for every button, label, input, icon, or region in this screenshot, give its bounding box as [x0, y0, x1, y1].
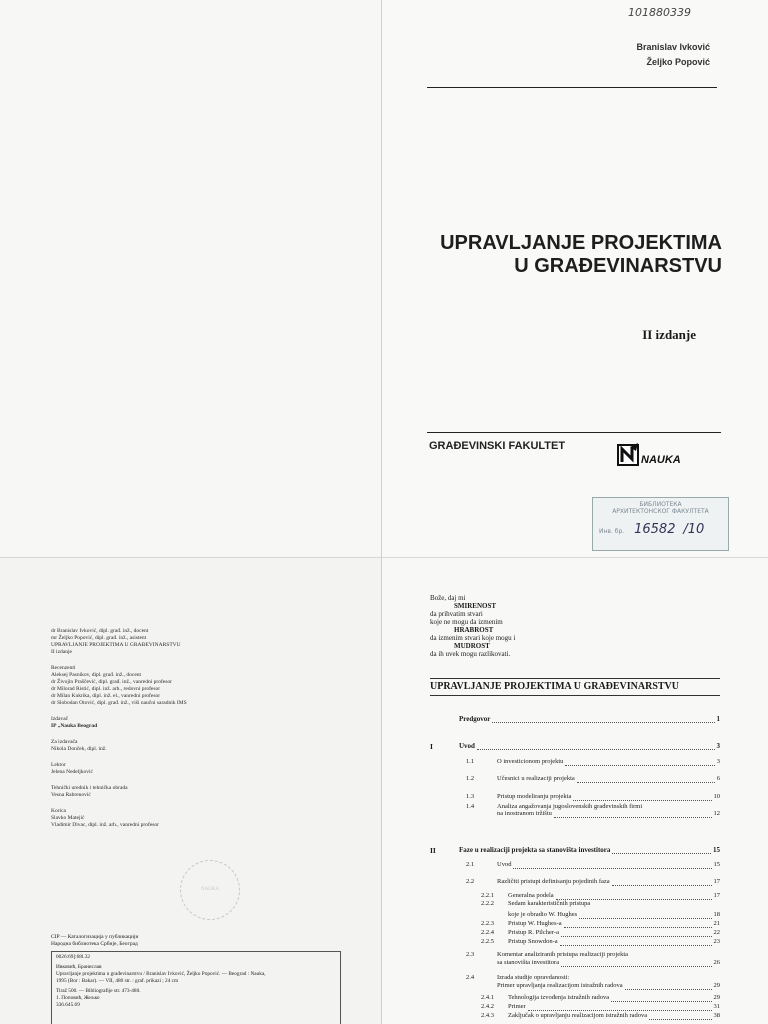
toc-leader-dots: [564, 921, 712, 928]
cip-line-2: Народна библиотека Србије, Београд: [51, 941, 138, 947]
toc-rule-bottom: [430, 695, 720, 696]
toc-number: 2.4.3: [481, 1012, 494, 1019]
title-line-2: U GRAĐEVINARSTVU: [514, 255, 722, 277]
toc-entry[interactable]: [497, 775, 720, 783]
toc-entry[interactable]: [508, 1012, 720, 1020]
toc-number: 2.3: [466, 951, 475, 958]
stamp-suffix: /10: [683, 522, 705, 537]
blank-page: [0, 0, 382, 558]
toc-entry[interactable]: [508, 920, 720, 928]
tech-editor-group: [51, 785, 351, 799]
page-fold-horizontal: [0, 557, 768, 558]
prayer-line: Bože, daj mi: [430, 594, 466, 602]
toc-page-number: 10: [713, 793, 720, 800]
toc-label: Pristup modeliranju projekta: [497, 793, 572, 800]
author-2: Željko Popović: [646, 57, 710, 67]
toc-number: 2.4.2: [481, 1003, 494, 1010]
toc-leader-dots: [611, 995, 711, 1002]
toc-entry[interactable]: [508, 1003, 720, 1011]
toc-leader-dots: [561, 960, 711, 967]
toc-leader-dots: [513, 862, 711, 869]
toc-page-number: 15: [713, 861, 720, 868]
credit-author-2: mr Željko Popović, dipl. građ. inž., asistent: [51, 635, 147, 641]
cip-author: Ивковић, Бранислав: [56, 964, 102, 970]
toc-leader-dots: [477, 743, 715, 750]
top-rule: [427, 87, 717, 88]
toc-number: 2.2.1: [481, 892, 494, 899]
cover-designer: Vladimir Divac, dipl. inž. arh., vanredni profesor: [51, 822, 159, 828]
toc-number: 2.4: [466, 974, 475, 981]
prayer-virtue: MUDROST: [454, 642, 490, 650]
toc-leader-dots: [579, 912, 711, 919]
lector-name: Jelena Nedeljković: [51, 769, 93, 775]
toc-number: 2.2.5: [481, 938, 494, 945]
toc-label: Primer upravljanja realizacijom istražnih radova: [497, 982, 623, 989]
credits-page: [0, 558, 382, 1024]
toc-label: na inostranom tržištu: [497, 810, 552, 817]
toc-number: 1.1: [466, 758, 475, 765]
toc-label: Izrada studije opravdanosti:: [497, 974, 570, 981]
toc-label: Tehnologija izvođenja istražnih radova: [508, 994, 610, 1001]
lector-label: Lektor: [51, 762, 66, 768]
toc-page-number: 15: [713, 846, 720, 854]
cip-udc: 0026:69]:68l.32: [56, 954, 90, 960]
book-title: [422, 232, 722, 278]
toc-leader-dots: [577, 776, 715, 783]
faded-seal: NAUKA: [180, 860, 240, 920]
stamp-number: 16582: [634, 522, 676, 537]
toc-number: I: [430, 742, 433, 751]
toc-leader-dots: [573, 794, 711, 801]
prayer-line: da ih uvek mogu razlikovati.: [430, 650, 511, 658]
toc-page-number: 21: [713, 920, 720, 927]
toc-entry[interactable]: [508, 892, 720, 900]
toc-label: koje je obradio W. Hughes: [508, 911, 578, 918]
toc-label: Uvod: [459, 742, 475, 750]
toc-entry[interactable]: [497, 861, 720, 869]
toc-entry[interactable]: [508, 938, 720, 946]
faculty-name: GRAĐEVINSKI FAKULTET: [429, 440, 566, 452]
toc-page-number: 3: [716, 758, 720, 765]
toc-entry[interactable]: [497, 758, 720, 766]
toc-label: sa stanovišta investitora: [497, 959, 560, 966]
toc-entry[interactable]: [497, 974, 720, 982]
toc-page-number: 1: [716, 715, 720, 723]
reviewers-label: Recenzenti: [51, 665, 76, 671]
publisher-group: [51, 716, 351, 730]
toc-entry[interactable]: [497, 982, 720, 990]
title-line-1: UPRAVLJANJE PROJEKTIMA: [440, 232, 722, 254]
toc-label: Faze u realizaciji projekta sa stanovišta investitora: [459, 846, 611, 854]
toc-label: Pristup R. Pilcher-a: [508, 929, 559, 936]
cip-heading: [51, 934, 341, 948]
toc-leader-dots: [561, 930, 712, 937]
toc-number: 2.2.4: [481, 929, 494, 936]
toc-entry[interactable]: [459, 715, 720, 723]
cip-id: 336.645.69: [56, 1002, 80, 1008]
author-lines: [51, 628, 351, 656]
toc-entry[interactable]: [508, 900, 720, 908]
toc-label: Sedam karakterističnih pristupa: [508, 900, 591, 907]
stamp-line-3: Инв. бр.: [599, 528, 625, 535]
lector-group: [51, 762, 351, 776]
cover-label: Korica: [51, 808, 66, 814]
prayer-virtue: HRABROST: [454, 626, 494, 634]
reviewers-group: [51, 665, 351, 707]
cover-page: [382, 0, 768, 558]
toc-page-number: 38: [713, 1012, 720, 1019]
toc-number: 1.3: [466, 793, 475, 800]
author-1: Branislav Ivković: [636, 42, 710, 52]
toc-page-number: 3: [716, 742, 720, 750]
tech-label: Tehnički urednik i tehnička obrada: [51, 785, 128, 791]
toc-page-number: 26: [713, 959, 720, 966]
toc-label: Različiti pristupi definisanju pojedinih faza: [497, 878, 610, 885]
stamp-line-1: БИБЛИОТЕКА: [639, 501, 682, 508]
toc-rule-top: [430, 678, 720, 679]
library-stamp: [592, 497, 729, 551]
cip-coauthor: 1. Поповић, Жељко: [56, 995, 100, 1001]
for-publisher-label: Za izdavača: [51, 739, 78, 745]
publisher-label: Izdavač: [51, 716, 69, 722]
toc-entry[interactable]: [497, 951, 720, 959]
toc-page-number: 17: [713, 878, 720, 885]
toc-label: Uvod: [497, 861, 512, 868]
toc-label: Analiza angažovanja jugoslovenskih građevinskih firmi: [497, 803, 643, 810]
faculty-rule: [427, 432, 721, 433]
toc-entry[interactable]: [508, 911, 720, 919]
prayer-virtue: SMIRENOST: [454, 602, 497, 610]
toc-leader-dots: [612, 879, 712, 886]
toc-page-number: 22: [713, 929, 720, 936]
toc-number: 1.2: [466, 775, 475, 782]
prayer-line: da izmenim stvari koje mogu i: [430, 634, 516, 642]
toc-leader-dots: [556, 893, 712, 900]
toc-entry[interactable]: [508, 994, 720, 1002]
prayer-line: da prihvatim stvari: [430, 610, 483, 618]
toc-page-number: 18: [713, 911, 720, 918]
prayer-line: koje ne mogu da izmenim: [430, 618, 503, 626]
stamp-line-2: АРХИТЕКТОНСКОГ ФАКУЛТЕТА: [612, 508, 709, 515]
serenity-prayer: [430, 594, 515, 658]
toc-page-number: 29: [713, 994, 720, 1001]
publisher-logo: [616, 442, 716, 473]
toc-page-number: 31: [713, 1003, 720, 1010]
credit-author-1: dr Branislav Ivković, dipl. građ. inž., docent: [51, 628, 149, 634]
cip-desc-2: 1995 (Bor : Bakar). — VII, 480 str. : graf. prikazi ; 24 cm: [56, 978, 179, 984]
nauka-logo-icon: [616, 442, 716, 468]
reviewer: dr Milorad Ristić, dipl. inž. arh., redovni profesor: [51, 686, 161, 692]
reviewer: dr Milan Kukrika, dipl. inž. el., vanredni profesor: [51, 693, 161, 699]
toc-entry[interactable]: [508, 929, 720, 937]
toc-page-number: 12: [713, 810, 720, 817]
toc-number: 1.4: [466, 803, 475, 810]
toc-number: II: [430, 846, 436, 855]
cover-designer: Slavko Matejić: [51, 815, 85, 821]
toc-label: Primer: [508, 1003, 526, 1010]
toc-leader-dots: [560, 939, 712, 946]
toc-number: 2.4.1: [481, 994, 494, 1001]
toc-label: Komentar analiziranih pristupa realizaciji projekta: [497, 951, 629, 958]
toc-label: Zaključak o upravljanju realizacijom istražnih radova: [508, 1012, 648, 1019]
reviewer: dr Slobodan Otović, dipl. građ. inž., viši naučni saradnik IMS: [51, 700, 187, 706]
credit-edition: II izdanje: [51, 649, 72, 655]
credit-title: UPRAVLJANJE PROJEKTIMA U GRAĐEVINARSTVU: [51, 642, 181, 648]
logo-text: NAUKA: [641, 454, 681, 466]
catalog-number: 101880339: [628, 6, 691, 19]
toc-number: 2.2.2: [481, 900, 494, 907]
toc-page-number: 23: [713, 938, 720, 945]
for-publisher-name: Nikola Donček, dipl. inž.: [51, 746, 107, 752]
toc-entry[interactable]: [459, 742, 720, 750]
toc-leader-dots: [612, 847, 711, 854]
cip-desc-1: Upravljanje projektima u građevinarstvu / Branislav Ivković, Željko Popović. — Beograd : Nauka,: [56, 971, 266, 977]
toc-entry[interactable]: [459, 846, 720, 854]
toc-label: Predgovor: [459, 715, 491, 723]
toc-label: Generalna podela: [508, 892, 554, 899]
publisher-name: IP „Nauka Beograd: [51, 723, 98, 729]
reviewer: Aleksej Pasnikov, dipl. građ. inž., docent: [51, 672, 142, 678]
toc-label: Pristup Snowdon-a: [508, 938, 558, 945]
cip-record: [51, 951, 341, 1024]
reviewer: dr Živojin Praščević, dipl. građ. inž., vanredni profesor: [51, 679, 172, 685]
toc-heading: UPRAVLJANJE PROJEKTIMA U GRAĐEVINARSTVU: [430, 681, 680, 692]
toc-entry[interactable]: [497, 793, 720, 801]
toc-number: 2.2: [466, 878, 475, 885]
toc-page-number: 29: [713, 982, 720, 989]
page-fold-vertical: [381, 0, 382, 1024]
toc-leader-dots: [528, 1004, 712, 1011]
toc-number: 2.1: [466, 861, 475, 868]
credits-block: [51, 628, 351, 838]
toc-number: 2.2.3: [481, 920, 494, 927]
toc-entry[interactable]: [497, 878, 720, 886]
toc-page-number: 17: [713, 892, 720, 899]
toc-entry[interactable]: [497, 810, 720, 818]
contents-page: [382, 558, 768, 1024]
toc-leader-dots: [625, 983, 712, 990]
authors: [636, 40, 710, 70]
tech-name: Vesna Rabrenović: [51, 792, 91, 798]
toc-label: Pristup W. Hughes-a: [508, 920, 562, 927]
cip-tiraz: Tiraž 500. — Bibliografije str. 473-480.: [56, 988, 141, 994]
cover-design-group: [51, 808, 351, 829]
for-publisher-group: [51, 739, 351, 753]
toc-entry[interactable]: [497, 959, 720, 967]
toc-leader-dots: [554, 811, 712, 818]
edition: II izdanje: [642, 327, 696, 342]
toc-page-number: 6: [716, 775, 720, 782]
cip-line-1: CIP — Каталогизација у публикацији: [51, 934, 139, 940]
toc-leader-dots: [492, 716, 714, 723]
toc-leader-dots: [565, 759, 714, 766]
toc-label: O investicionom projektu: [497, 758, 564, 765]
toc-label: Učesnici u realizaciji projekta: [497, 775, 575, 782]
toc-leader-dots: [649, 1013, 711, 1020]
